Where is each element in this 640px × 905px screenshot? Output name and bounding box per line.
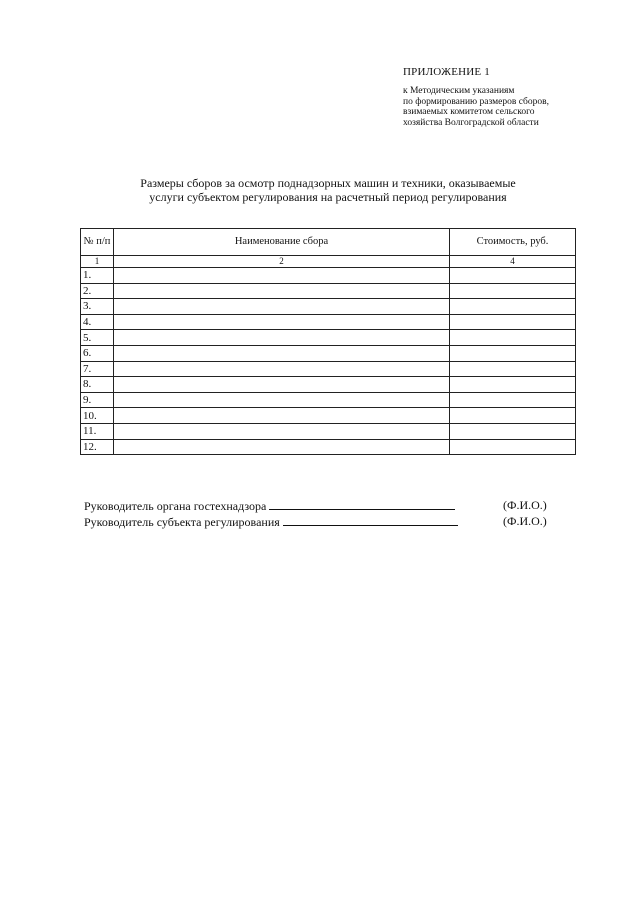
fee-name-cell[interactable] bbox=[114, 392, 450, 408]
appendix-title: ПРИЛОЖЕНИЕ 1 bbox=[403, 66, 490, 78]
fee-name-cell[interactable] bbox=[114, 423, 450, 439]
signature-line-inspection bbox=[84, 498, 455, 513]
fee-name-cell[interactable] bbox=[114, 299, 450, 315]
cost-cell[interactable] bbox=[450, 361, 576, 377]
fio-label: (Ф.И.О.) bbox=[503, 514, 547, 528]
table-row bbox=[81, 283, 576, 299]
cost-cell[interactable] bbox=[450, 268, 576, 284]
fee-name-cell[interactable] bbox=[114, 345, 450, 361]
table-row bbox=[81, 268, 576, 284]
fee-name-cell[interactable] bbox=[114, 439, 450, 455]
row-number: 9. bbox=[81, 392, 114, 408]
header-fee-name: Наименование сбора bbox=[114, 229, 450, 256]
fee-name-cell[interactable] bbox=[114, 377, 450, 393]
signature-blank[interactable] bbox=[269, 498, 455, 510]
cost-cell[interactable] bbox=[450, 283, 576, 299]
table-row bbox=[81, 330, 576, 346]
table-row bbox=[81, 345, 576, 361]
table-header-row bbox=[81, 229, 576, 256]
signature-line-subject bbox=[84, 514, 458, 529]
cost-cell[interactable] bbox=[450, 330, 576, 346]
table-row bbox=[81, 299, 576, 315]
row-number: 7. bbox=[81, 361, 114, 377]
cost-cell[interactable] bbox=[450, 392, 576, 408]
row-number: 5. bbox=[81, 330, 114, 346]
cost-cell[interactable] bbox=[450, 299, 576, 315]
fee-name-cell[interactable] bbox=[114, 268, 450, 284]
fee-name-cell[interactable] bbox=[114, 361, 450, 377]
fees-table bbox=[80, 228, 576, 455]
signature-label: Руководитель органа гостехнадзора bbox=[84, 499, 267, 513]
table-row bbox=[81, 392, 576, 408]
table-row bbox=[81, 361, 576, 377]
fio-label: (Ф.И.О.) bbox=[503, 498, 547, 512]
signature-blank[interactable] bbox=[283, 514, 458, 526]
fee-name-cell[interactable] bbox=[114, 283, 450, 299]
appendix-reference: к Методическим указаниям по формированию размеров сборов, взимаемых комитетом сельского хозяйства Волгоградской области bbox=[403, 86, 549, 128]
table-row bbox=[81, 377, 576, 393]
table-row bbox=[81, 439, 576, 455]
document-title: Размеры сборов за осмотр поднадзорных машин и техники, оказываемые услуги субъектом регулирования на расчетный период регулирования bbox=[140, 176, 516, 204]
cost-cell[interactable] bbox=[450, 345, 576, 361]
row-number: 10. bbox=[81, 408, 114, 424]
table-row bbox=[81, 408, 576, 424]
cost-cell[interactable] bbox=[450, 423, 576, 439]
header-cost: Стоимость, руб. bbox=[450, 229, 576, 256]
fee-name-cell[interactable] bbox=[114, 330, 450, 346]
column-number-row bbox=[81, 256, 576, 268]
cost-cell[interactable] bbox=[450, 314, 576, 330]
row-number: 2. bbox=[81, 283, 114, 299]
row-number: 4. bbox=[81, 314, 114, 330]
column-number: 2 bbox=[114, 256, 450, 268]
row-number: 8. bbox=[81, 377, 114, 393]
fee-name-cell[interactable] bbox=[114, 408, 450, 424]
column-number: 1 bbox=[81, 256, 114, 268]
cost-cell[interactable] bbox=[450, 408, 576, 424]
row-number: 1. bbox=[81, 268, 114, 284]
row-number: 3. bbox=[81, 299, 114, 315]
cost-cell[interactable] bbox=[450, 439, 576, 455]
table-row bbox=[81, 423, 576, 439]
table-row bbox=[81, 314, 576, 330]
row-number: 11. bbox=[81, 423, 114, 439]
signature-label: Руководитель субъекта регулирования bbox=[84, 515, 280, 529]
column-number: 4 bbox=[450, 256, 576, 268]
fee-name-cell[interactable] bbox=[114, 314, 450, 330]
row-number: 12. bbox=[81, 439, 114, 455]
cost-cell[interactable] bbox=[450, 377, 576, 393]
header-number: № п/п bbox=[81, 229, 114, 256]
row-number: 6. bbox=[81, 345, 114, 361]
